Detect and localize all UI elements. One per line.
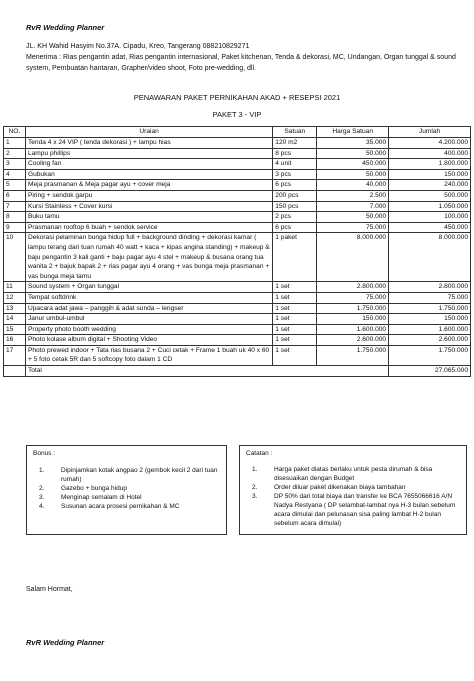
table-row — [4, 138, 471, 149]
row-unit-price: 75.000 — [317, 292, 389, 303]
table-row — [4, 303, 471, 314]
row-unit: 6 pcs — [273, 180, 317, 191]
row-number: 10 — [4, 233, 26, 282]
row-description: Tenda 4 x 24 VIP ( tenda dekorasi ) + lampu hias — [25, 138, 272, 149]
row-amount: 1.600.000 — [389, 324, 471, 335]
table-body — [4, 138, 471, 377]
row-unit-price: 50.000 — [317, 148, 389, 159]
row-description: Dekorasi pelaminan bunga hidup full + background dinding + dekorasi kamar ( lampu terang dari tuan rumah 40 watt + kaca + kipas angina standing) + makeup & baju pengantin 3 kali ganti + baju pagar ayu 4 stel + makeup & busana orang tua wanita 2 + bajuk bapak 2 + rias pagar ayu 4 orang + vas bunga meja prasmanan + vas bunga meja tamu — [25, 233, 272, 282]
row-amount: 1.750.000 — [389, 303, 471, 314]
list-item-text: Harga paket diatas berlaku untuk pesta dirumah & bisa disesuaikan dengan Budget — [274, 466, 433, 482]
row-unit-price: 2.500 — [317, 190, 389, 201]
row-unit: 4 unit — [273, 159, 317, 170]
list-item-number: 2. — [252, 484, 258, 491]
row-unit-price: 35.000 — [317, 138, 389, 149]
table-row — [4, 233, 471, 282]
list-item — [39, 502, 219, 511]
col-header-description: Uraian — [25, 127, 272, 138]
row-unit: 2 pcs — [273, 212, 317, 223]
row-number: 17 — [4, 345, 26, 365]
row-description: Piring + sendok garpu — [25, 190, 272, 201]
notes-title: Catatan : — [246, 450, 273, 457]
bonus-title: Bonus : — [33, 450, 56, 457]
company-name: RvR Wedding Planner — [26, 23, 105, 32]
row-description: Gubukan — [25, 169, 272, 180]
row-amount: 2.600.000 — [389, 335, 471, 346]
row-number: 6 — [4, 190, 26, 201]
row-number: 13 — [4, 303, 26, 314]
row-number: 2 — [4, 148, 26, 159]
list-item-number: 3. — [39, 494, 45, 501]
list-item-number: 2. — [39, 485, 45, 492]
list-item-text: Order diluar paket dikenakan biaya tambahan — [274, 484, 406, 491]
row-unit: 150 pcs — [273, 201, 317, 212]
row-number: 12 — [4, 292, 26, 303]
table-row — [4, 335, 471, 346]
row-number: 14 — [4, 314, 26, 325]
row-unit-price: 40.000 — [317, 180, 389, 191]
row-amount: 100.000 — [389, 212, 471, 223]
row-unit: 1 set — [273, 324, 317, 335]
notes-box — [239, 445, 467, 535]
row-number: 11 — [4, 282, 26, 293]
table-row — [4, 212, 471, 223]
list-item-text: Gazebo + bunga hidup — [61, 485, 127, 492]
row-amount: 150.000 — [389, 314, 471, 325]
table-row — [4, 180, 471, 191]
row-unit-price: 50.000 — [317, 212, 389, 223]
list-item-text: DP 50% dari total biaya dan transfer ke BCA 7655066616 A/N Nadya Restyana ( DP selambat-lambat nya H-3 bulan sebelum acara dimulai dan pelunasan sisa paling lambat H-2 bulan sebelum acara dimulai) — [274, 493, 456, 527]
row-unit-price: 7.000 — [317, 201, 389, 212]
list-item-number: 1. — [252, 466, 258, 473]
list-item-text: Dipinjamkan kotak angpao 2 (gembok kecil 2 dari tuan rumah) — [61, 467, 218, 483]
row-number: 16 — [4, 335, 26, 346]
list-item — [252, 465, 462, 483]
total-label: Total — [25, 366, 388, 377]
row-unit: 1 set — [273, 314, 317, 325]
grand-total: 27.065.000 — [389, 366, 471, 377]
price-table — [3, 126, 471, 377]
row-amount: 450.000 — [389, 222, 471, 233]
row-unit-price: 1.750.000 — [317, 303, 389, 314]
row-description: Janur umbul-umbul — [25, 314, 272, 325]
row-number: 8 — [4, 212, 26, 223]
signature-company: RvR Wedding Planner — [26, 638, 105, 647]
row-description: Meja prasmanan & Meja pagar ayu + cover meja — [25, 180, 272, 191]
col-header-amount: Jumlah — [389, 127, 471, 138]
row-unit-price: 1.750.000 — [317, 345, 389, 365]
row-number: 1 — [4, 138, 26, 149]
table-row — [4, 190, 471, 201]
company-info — [26, 41, 456, 74]
row-amount: 150.000 — [389, 169, 471, 180]
row-amount: 75.000 — [389, 292, 471, 303]
table-row — [4, 159, 471, 170]
list-item — [39, 484, 219, 493]
row-unit: 8 pcs — [273, 148, 317, 159]
row-amount: 1.750.000 — [389, 345, 471, 365]
list-item — [39, 493, 219, 502]
list-item — [252, 483, 462, 492]
row-unit: 120 m2 — [273, 138, 317, 149]
row-description: Tempat softdrink — [25, 292, 272, 303]
table-row — [4, 292, 471, 303]
list-item — [39, 466, 219, 484]
row-unit: 1 set — [273, 282, 317, 293]
row-description: Upacara adat jawa – panggih & adat sunda – lengser — [25, 303, 272, 314]
bonus-list — [39, 466, 219, 511]
notes-list — [252, 465, 462, 528]
row-amount: 1.800.000 — [389, 159, 471, 170]
row-unit: 1 set — [273, 335, 317, 346]
row-amount: 500.000 — [389, 190, 471, 201]
row-unit-price: 1.600.000 — [317, 324, 389, 335]
table-total-row — [4, 366, 471, 377]
list-item-number: 3. — [252, 493, 258, 500]
row-amount: 2.800.000 — [389, 282, 471, 293]
row-description: Cooling fan — [25, 159, 272, 170]
row-description: Kursi Stainless + Cover kursi — [25, 201, 272, 212]
list-item-text: Susunan acara prosesi pernikahan & MC — [61, 503, 180, 510]
row-description: Buku tamu — [25, 212, 272, 223]
offer-title: PENAWARAN PAKET PERNIKAHAN AKAD + RESEPSI 2021 — [133, 93, 341, 102]
row-amount: 1.050.000 — [389, 201, 471, 212]
table-row — [4, 324, 471, 335]
table-row — [4, 222, 471, 233]
row-description: Property photo booth wedding — [25, 324, 272, 335]
row-amount: 4.200.000 — [389, 138, 471, 149]
row-unit-price: 2.800.000 — [317, 282, 389, 293]
row-amount: 400.000 — [389, 148, 471, 159]
row-unit-price: 2.600.000 — [317, 335, 389, 346]
row-number: 9 — [4, 222, 26, 233]
bonus-box — [26, 445, 227, 535]
row-description: Prasmanan rooftop 6 buah + sendok service — [25, 222, 272, 233]
list-item-number: 4. — [39, 503, 45, 510]
list-item — [252, 492, 462, 528]
row-unit: 1 set — [273, 292, 317, 303]
closing-greeting: Salam Hormat, — [26, 586, 73, 593]
table-row — [4, 345, 471, 365]
table-row — [4, 201, 471, 212]
row-unit-price: 75.000 — [317, 222, 389, 233]
row-unit: 6 pcs — [273, 222, 317, 233]
list-item-number: 1. — [39, 467, 45, 474]
row-number: 15 — [4, 324, 26, 335]
table-row — [4, 169, 471, 180]
row-unit: 3 pcs — [273, 169, 317, 180]
row-unit: 1 set — [273, 303, 317, 314]
row-amount: 8.000.000 — [389, 233, 471, 282]
package-name: PAKET 3 - VIP — [212, 110, 262, 119]
row-unit-price: 150.000 — [317, 314, 389, 325]
row-unit-price: 450.000 — [317, 159, 389, 170]
row-description: Photo kolase album digital + Shooting Video — [25, 335, 272, 346]
table-row — [4, 148, 471, 159]
table-row — [4, 314, 471, 325]
row-unit-price: 8.000.000 — [317, 233, 389, 282]
table-row — [4, 282, 471, 293]
row-description: Sound system + Organ tunggal — [25, 282, 272, 293]
row-unit: 1 paket — [273, 233, 317, 282]
company-services: Menerima : Rias pengantin adat, Rias pengantin internasional, Paket kitchenan, Tenda & dekorasi, MC, Undangan, Organ tunggal & sound system, Pembuatan hantaran, Grapher/video shoot, Foto pre-wedding, dll. — [26, 54, 456, 72]
row-number: 3 — [4, 159, 26, 170]
row-unit: 1 set — [273, 345, 317, 365]
row-number: 5 — [4, 180, 26, 191]
list-item-text: Menginap semalam di Hotel — [61, 494, 142, 501]
row-number: 4 — [4, 169, 26, 180]
table-header-row — [4, 127, 471, 138]
row-amount: 240.000 — [389, 180, 471, 191]
row-description: Photo prewed indoor + Tata rias busana 2 + Cuci cetak + Frame 1 buah uk 40 x 60 + 5 foto cetak 5R dan 5 softcopy foto dalam 1 CD — [25, 345, 272, 365]
row-unit-price: 50.000 — [317, 169, 389, 180]
row-number: 7 — [4, 201, 26, 212]
company-address: JL. KH Wahid Hasyim No.37A. Cipadu, Kreo, Tangerang 088210829271 — [26, 43, 250, 50]
row-unit: 200 pcs — [273, 190, 317, 201]
col-header-unit: Satuan — [273, 127, 317, 138]
col-header-no: NO. — [4, 127, 26, 138]
row-description: Lampu phillips — [25, 148, 272, 159]
total-empty-cell — [4, 366, 26, 377]
col-header-unit-price: Harga Satuan — [317, 127, 389, 138]
